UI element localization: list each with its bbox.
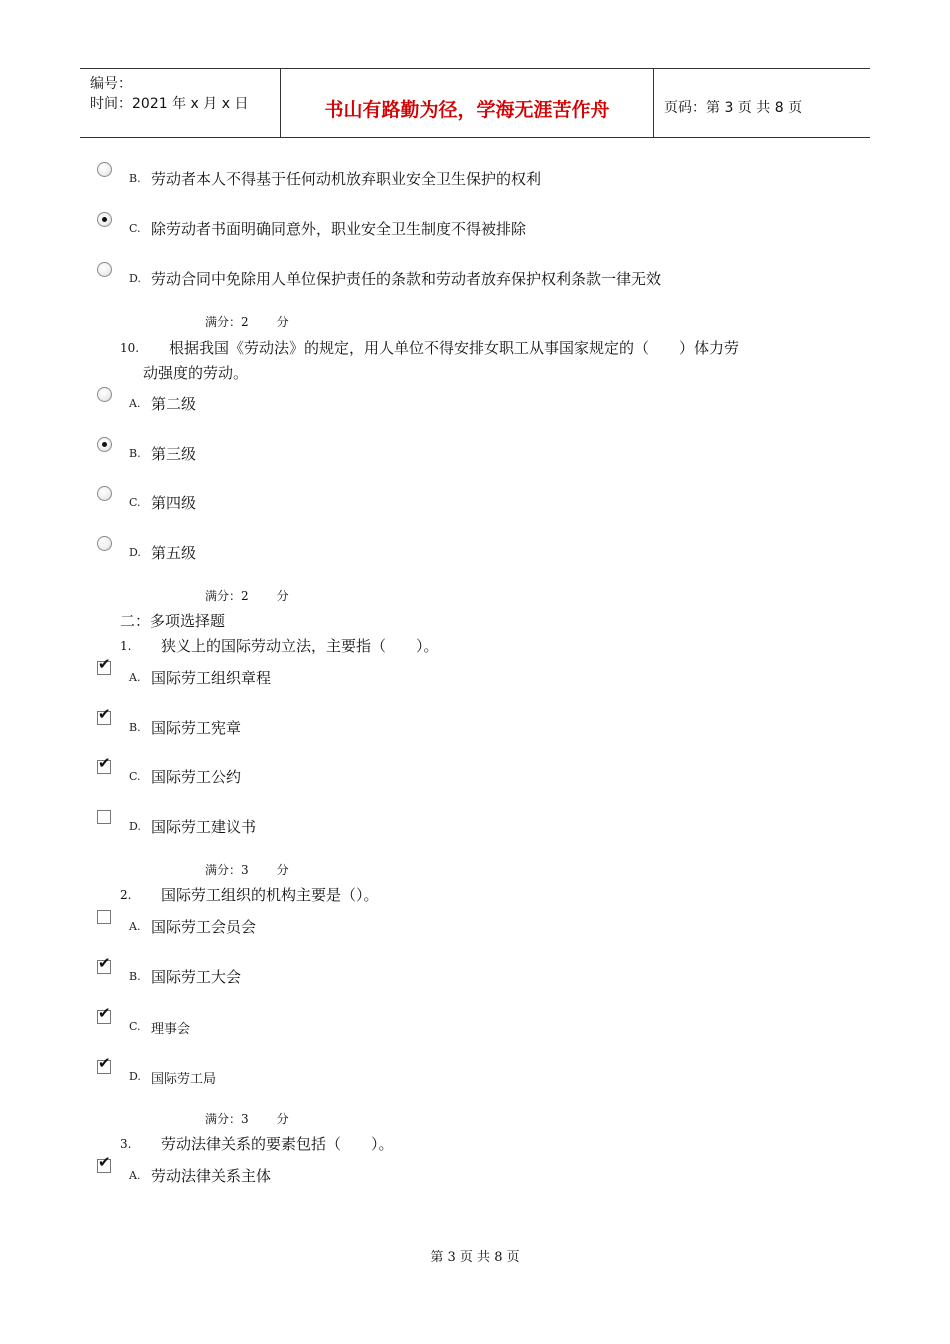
option-letter: B. (129, 970, 141, 983)
score-label: 满分：3 (205, 1112, 249, 1126)
radio-icon[interactable] (97, 162, 112, 177)
q10-text-line1: 根据我国《劳动法》的规定，用人单位不得安排女职工从事国家规定的（ ）体力劳 (169, 339, 740, 357)
option-letter: B. (129, 447, 141, 460)
m2-score (205, 1110, 289, 1127)
score-unit: 分 (276, 863, 289, 877)
checkbox-checked-icon[interactable]: ✔ (98, 705, 111, 723)
checkbox-icon[interactable] (97, 810, 111, 824)
option-letter: C. (129, 222, 141, 235)
option-text: 国际劳工会员会 (151, 918, 257, 936)
option-letter: A. (129, 1169, 141, 1182)
m2-number: 2. (120, 888, 132, 902)
header-info-cell (80, 69, 281, 137)
score-label: 满分：2 (205, 315, 249, 329)
checkbox-checked-icon[interactable]: ✔ (98, 954, 111, 972)
option-text: 劳动合同中免除用人单位保护责任的条款和劳动者放弃保护权利条款一律无效 (151, 270, 662, 288)
m3-number: 3. (120, 1137, 132, 1151)
score-unit: 分 (276, 315, 289, 329)
option-letter: D. (129, 546, 141, 559)
option-letter: D. (129, 1070, 141, 1083)
option-text: 第三级 (151, 445, 197, 463)
checkbox-icon[interactable] (97, 910, 111, 924)
radio-icon[interactable] (97, 387, 112, 402)
radio-icon[interactable] (97, 486, 112, 501)
option-text: 劳动者本人不得基于任何动机放弃职业安全卫生保护的权利 (151, 170, 542, 188)
score-label: 满分：3 (205, 863, 249, 877)
option-text: 国际劳工宪章 (151, 719, 242, 737)
option-text: 劳动法律关系主体 (151, 1167, 272, 1185)
q10-text-line2: 动强度的劳动。 (143, 364, 249, 382)
option-text: 理事会 (151, 1022, 191, 1037)
m1-score (205, 861, 289, 878)
m3-text: 劳动法律关系的要素包括（ ）。 (161, 1135, 394, 1153)
radio-icon[interactable] (97, 536, 112, 551)
q9-score (205, 313, 289, 330)
section-title: 二：多项选择题 (120, 612, 226, 630)
radio-selected-icon[interactable] (97, 212, 112, 227)
option-text: 国际劳工公约 (151, 768, 242, 786)
radio-icon[interactable] (97, 262, 112, 277)
score-unit: 分 (276, 1112, 289, 1126)
motto: 书山有路勤为径，学海无涯苦作舟 (324, 99, 610, 121)
option-text: 国际劳工大会 (151, 968, 242, 986)
checkbox-checked-icon[interactable]: ✔ (98, 754, 111, 772)
checkbox-checked-icon[interactable]: ✔ (98, 1153, 111, 1171)
option-letter: B. (129, 721, 141, 734)
q10-number: 10. (120, 341, 140, 355)
number-label: 编号： (90, 76, 132, 92)
score-unit: 分 (276, 589, 289, 603)
score-label: 满分：2 (205, 589, 249, 603)
option-text: 第五级 (151, 544, 197, 562)
m1-number: 1. (120, 639, 132, 653)
m2-text: 国际劳工组织的机构主要是（）。 (161, 886, 379, 904)
option-letter: A. (129, 397, 141, 410)
option-text: 第二级 (151, 395, 197, 413)
option-text: 国际劳工局 (151, 1072, 217, 1087)
checkbox-checked-icon[interactable]: ✔ (98, 1054, 111, 1072)
page-info: 页码：第 3 页 共 8 页 (664, 100, 803, 116)
option-letter: D. (129, 272, 141, 285)
option-text: 国际劳工组织章程 (151, 669, 272, 687)
checkbox-checked-icon[interactable]: ✔ (98, 655, 111, 673)
option-letter: C. (129, 496, 141, 509)
time-label: 时间：2021 年 x 月 x 日 (90, 96, 249, 112)
radio-selected-icon[interactable] (97, 437, 112, 452)
option-text: 国际劳工建议书 (151, 818, 257, 836)
option-letter: A. (129, 671, 141, 684)
document-header (80, 68, 870, 138)
option-letter: C. (129, 1020, 141, 1033)
m1-text: 狭义上的国际劳动立法，主要指（ ）。 (161, 637, 439, 655)
option-letter: D. (129, 820, 141, 833)
q10-score (205, 587, 289, 604)
option-letter: C. (129, 770, 141, 783)
checkbox-checked-icon[interactable]: ✔ (98, 1004, 111, 1022)
option-text: 第四级 (151, 494, 197, 512)
option-letter: A. (129, 920, 141, 933)
option-letter: B. (129, 172, 141, 185)
option-text: 除劳动者书面明确同意外，职业安全卫生制度不得被排除 (151, 220, 527, 238)
page-footer: 第 3 页 共 8 页 (430, 1250, 520, 1265)
header-motto-cell (281, 69, 654, 137)
header-page-cell (654, 69, 870, 137)
